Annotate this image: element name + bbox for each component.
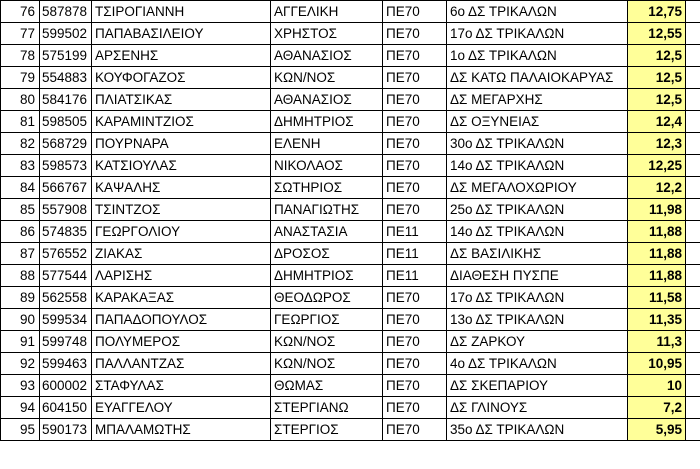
school-cell: 14ο ΔΣ ΤΡΙΚΑΛΩΝ	[447, 155, 628, 177]
specialty-cell: ΠΕ70	[383, 1, 447, 23]
registry-number-cell: 599748	[40, 331, 92, 353]
surname-cell: ΤΣΙΝΤΖΟΣ	[92, 199, 271, 221]
table-row	[1, 155, 700, 177]
school-cell: 14ο ΔΣ ΤΡΙΚΑΛΩΝ	[447, 221, 628, 243]
surname-cell: ΛΑΡΙΣΗΣ	[92, 265, 271, 287]
row-number-cell: 80	[1, 89, 40, 111]
first-name-cell: ΑΘΑΝΑΣΙΟΣ	[271, 45, 383, 67]
specialty-cell: ΠΕ11	[383, 221, 447, 243]
row-number-cell: 95	[1, 419, 40, 441]
score-cell: 12,25	[628, 155, 686, 177]
table-row	[1, 23, 700, 45]
surname-cell: ΓΕΩΡΓΟΛΙΟΥ	[92, 221, 271, 243]
first-name-cell: ΣΩΤΗΡΙΟΣ	[271, 177, 383, 199]
school-cell: 30ο ΔΣ ΤΡΙΚΑΛΩΝ	[447, 133, 628, 155]
surname-cell: ΠΛΙΑΤΣΙΚΑΣ	[92, 89, 271, 111]
score-cell: 11,88	[628, 221, 686, 243]
school-cell: ΔΣ ΜΕΓΑΡΧΗΣ	[447, 89, 628, 111]
score-cell: 12,75	[628, 1, 686, 23]
specialty-cell: ΠΕ70	[383, 397, 447, 419]
table-row	[1, 89, 700, 111]
school-cell: 13ο ΔΣ ΤΡΙΚΑΛΩΝ	[447, 309, 628, 331]
trailing-empty-cell	[686, 353, 700, 375]
first-name-cell: ΘΕΟΔΩΡΟΣ	[271, 287, 383, 309]
table-row	[1, 309, 700, 331]
trailing-empty-cell	[686, 375, 700, 397]
school-cell: 17ο ΔΣ ΤΡΙΚΑΛΩΝ	[447, 23, 628, 45]
registry-number-cell: 562558	[40, 287, 92, 309]
registry-number-cell: 554883	[40, 67, 92, 89]
table-row	[1, 243, 700, 265]
table-row	[1, 133, 700, 155]
surname-cell: ΚΑΤΣΙΟΥΛΑΣ	[92, 155, 271, 177]
table-row	[1, 45, 700, 67]
specialty-cell: ΠΕ70	[383, 89, 447, 111]
score-cell: 12,55	[628, 23, 686, 45]
score-cell: 11,88	[628, 243, 686, 265]
row-number-cell: 92	[1, 353, 40, 375]
score-cell: 11,35	[628, 309, 686, 331]
row-number-cell: 77	[1, 23, 40, 45]
row-number-cell: 76	[1, 1, 40, 23]
school-cell: ΔΣ ΚΑΤΩ ΠΑΛΑΙΟΚΑΡΥΑΣ	[447, 67, 628, 89]
registry-number-cell: 599463	[40, 353, 92, 375]
surname-cell: ΕΥΑΓΓΕΛΟΥ	[92, 397, 271, 419]
table-row	[1, 221, 700, 243]
trailing-empty-cell	[686, 133, 700, 155]
registry-number-cell: 587878	[40, 1, 92, 23]
specialty-cell: ΠΕ70	[383, 287, 447, 309]
specialty-cell: ΠΕ70	[383, 353, 447, 375]
trailing-empty-cell	[686, 419, 700, 441]
trailing-empty-cell	[686, 155, 700, 177]
trailing-empty-cell	[686, 287, 700, 309]
row-number-cell: 85	[1, 199, 40, 221]
surname-cell: ΖΙΑΚΑΣ	[92, 243, 271, 265]
table-body	[1, 1, 700, 441]
registry-number-cell: 576552	[40, 243, 92, 265]
table-row	[1, 331, 700, 353]
school-cell: ΔΣ ΓΛΙΝΟΥΣ	[447, 397, 628, 419]
table-row	[1, 67, 700, 89]
registry-number-cell: 557908	[40, 199, 92, 221]
surname-cell: ΚΑΡΑΜΙΝΤΖΙΟΣ	[92, 111, 271, 133]
surname-cell: ΜΠΑΛΑΜΩΤΗΣ	[92, 419, 271, 441]
school-cell: 1ο ΔΣ ΤΡΙΚΑΛΩΝ	[447, 45, 628, 67]
trailing-empty-cell	[686, 265, 700, 287]
row-number-cell: 93	[1, 375, 40, 397]
school-cell: 6ο ΔΣ ΤΡΙΚΑΛΩΝ	[447, 1, 628, 23]
table-row	[1, 419, 700, 441]
surname-cell: ΚΑΡΑΚΑΞΑΣ	[92, 287, 271, 309]
table-row	[1, 199, 700, 221]
first-name-cell: ΑΘΑΝΑΣΙΟΣ	[271, 89, 383, 111]
registry-number-cell: 574835	[40, 221, 92, 243]
specialty-cell: ΠΕ70	[383, 177, 447, 199]
trailing-empty-cell	[686, 199, 700, 221]
surname-cell: ΠΟΛΥΜΕΡΟΣ	[92, 331, 271, 353]
score-cell: 7,2	[628, 397, 686, 419]
row-number-cell: 83	[1, 155, 40, 177]
table-row	[1, 1, 700, 23]
row-number-cell: 90	[1, 309, 40, 331]
row-number-cell: 89	[1, 287, 40, 309]
school-cell: 4ο ΔΣ ΤΡΙΚΑΛΩΝ	[447, 353, 628, 375]
table-row	[1, 265, 700, 287]
registry-number-cell: 599502	[40, 23, 92, 45]
table-row	[1, 111, 700, 133]
school-cell: ΔΙΑΘΕΣΗ ΠΥΣΠΕ	[447, 265, 628, 287]
specialty-cell: ΠΕ11	[383, 265, 447, 287]
first-name-cell: ΑΝΑΣΤΑΣΙΑ	[271, 221, 383, 243]
school-cell: 25ο ΔΣ ΤΡΙΚΑΛΩΝ	[447, 199, 628, 221]
surname-cell: ΚΑΨΑΛΗΣ	[92, 177, 271, 199]
score-cell: 11,58	[628, 287, 686, 309]
score-cell: 11,3	[628, 331, 686, 353]
trailing-empty-cell	[686, 221, 700, 243]
trailing-empty-cell	[686, 331, 700, 353]
registry-number-cell: 566767	[40, 177, 92, 199]
specialty-cell: ΠΕ70	[383, 45, 447, 67]
first-name-cell: ΚΩΝ/ΝΟΣ	[271, 331, 383, 353]
row-number-cell: 78	[1, 45, 40, 67]
first-name-cell: ΝΙΚΟΛΑΟΣ	[271, 155, 383, 177]
trailing-empty-cell	[686, 1, 700, 23]
trailing-empty-cell	[686, 23, 700, 45]
school-cell: ΔΣ ΣΚΕΠΑΡΙΟΥ	[447, 375, 628, 397]
trailing-empty-cell	[686, 89, 700, 111]
registry-number-cell: 584176	[40, 89, 92, 111]
specialty-cell: ΠΕ70	[383, 419, 447, 441]
row-number-cell: 84	[1, 177, 40, 199]
school-cell: ΔΣ ΜΕΓΑΛΟΧΩΡΙΟΥ	[447, 177, 628, 199]
registry-number-cell: 577544	[40, 265, 92, 287]
trailing-empty-cell	[686, 309, 700, 331]
first-name-cell: ΓΕΩΡΓΙΟΣ	[271, 309, 383, 331]
trailing-empty-cell	[686, 67, 700, 89]
registry-number-cell: 575199	[40, 45, 92, 67]
school-cell: 17ο ΔΣ ΤΡΙΚΑΛΩΝ	[447, 287, 628, 309]
row-number-cell: 79	[1, 67, 40, 89]
school-cell: ΔΣ ΒΑΣΙΛΙΚΗΣ	[447, 243, 628, 265]
registry-number-cell: 599534	[40, 309, 92, 331]
first-name-cell: ΑΓΓΕΛΙΚΗ	[271, 1, 383, 23]
score-cell: 12,4	[628, 111, 686, 133]
trailing-empty-cell	[686, 397, 700, 419]
table-row	[1, 177, 700, 199]
score-cell: 12,2	[628, 177, 686, 199]
registry-number-cell: 590173	[40, 419, 92, 441]
school-cell: 35ο ΔΣ ΤΡΙΚΑΛΩΝ	[447, 419, 628, 441]
first-name-cell: ΧΡΗΣΤΟΣ	[271, 23, 383, 45]
surname-cell: ΑΡΣΕΝΗΣ	[92, 45, 271, 67]
score-cell: 12,5	[628, 45, 686, 67]
specialty-cell: ΠΕ70	[383, 309, 447, 331]
first-name-cell: ΕΛΕΝΗ	[271, 133, 383, 155]
specialty-cell: ΠΕ70	[383, 199, 447, 221]
surname-cell: ΤΣΙΡΟΓΙΑΝΝΗ	[92, 1, 271, 23]
score-cell: 12,3	[628, 133, 686, 155]
first-name-cell: ΣΤΕΡΓΙΑΝΩ	[271, 397, 383, 419]
score-cell: 10	[628, 375, 686, 397]
table-row	[1, 397, 700, 419]
table-row	[1, 353, 700, 375]
surname-cell: ΠΑΠΑΒΑΣΙΛΕΙΟΥ	[92, 23, 271, 45]
row-number-cell: 87	[1, 243, 40, 265]
specialty-cell: ΠΕ70	[383, 111, 447, 133]
surname-cell: ΣΤΑΦΥΛΑΣ	[92, 375, 271, 397]
surname-cell: ΠΟΥΡΝΑΡΑ	[92, 133, 271, 155]
first-name-cell: ΔΡΟΣΟΣ	[271, 243, 383, 265]
row-number-cell: 88	[1, 265, 40, 287]
row-number-cell: 86	[1, 221, 40, 243]
trailing-empty-cell	[686, 45, 700, 67]
first-name-cell: ΔΗΜΗΤΡΙΟΣ	[271, 111, 383, 133]
specialty-cell: ΠΕ70	[383, 331, 447, 353]
row-number-cell: 81	[1, 111, 40, 133]
trailing-empty-cell	[686, 177, 700, 199]
first-name-cell: ΔΗΜΗΤΡΙΟΣ	[271, 265, 383, 287]
trailing-empty-cell	[686, 243, 700, 265]
table-row	[1, 287, 700, 309]
score-cell: 12,5	[628, 89, 686, 111]
specialty-cell: ΠΕ70	[383, 155, 447, 177]
school-cell: ΔΣ ΖΑΡΚΟΥ	[447, 331, 628, 353]
surname-cell: ΠΑΛΛΑΝΤΖΑΣ	[92, 353, 271, 375]
score-cell: 11,98	[628, 199, 686, 221]
score-cell: 11,88	[628, 265, 686, 287]
registry-number-cell: 600002	[40, 375, 92, 397]
registry-number-cell: 598505	[40, 111, 92, 133]
first-name-cell: ΣΤΕΡΓΙΟΣ	[271, 419, 383, 441]
trailing-empty-cell	[686, 111, 700, 133]
score-cell: 5,95	[628, 419, 686, 441]
specialty-cell: ΠΕ70	[383, 67, 447, 89]
specialty-cell: ΠΕ11	[383, 243, 447, 265]
specialty-cell: ΠΕ70	[383, 375, 447, 397]
first-name-cell: ΘΩΜΑΣ	[271, 375, 383, 397]
specialty-cell: ΠΕ70	[383, 133, 447, 155]
registry-number-cell: 598573	[40, 155, 92, 177]
first-name-cell: ΠΑΝΑΓΙΩΤΗΣ	[271, 199, 383, 221]
registry-number-cell: 568729	[40, 133, 92, 155]
row-number-cell: 91	[1, 331, 40, 353]
school-cell: ΔΣ ΟΞΥΝΕΙΑΣ	[447, 111, 628, 133]
table-row	[1, 375, 700, 397]
score-cell: 10,95	[628, 353, 686, 375]
first-name-cell: ΚΩΝ/ΝΟΣ	[271, 67, 383, 89]
row-number-cell: 82	[1, 133, 40, 155]
surname-cell: ΚΟΥΦΟΓΑΖΟΣ	[92, 67, 271, 89]
row-number-cell: 94	[1, 397, 40, 419]
score-cell: 12,5	[628, 67, 686, 89]
first-name-cell: ΚΩΝ/ΝΟΣ	[271, 353, 383, 375]
surname-cell: ΠΑΠΑΔΟΠΟΥΛΟΣ	[92, 309, 271, 331]
registry-number-cell: 604150	[40, 397, 92, 419]
specialty-cell: ΠΕ70	[383, 23, 447, 45]
